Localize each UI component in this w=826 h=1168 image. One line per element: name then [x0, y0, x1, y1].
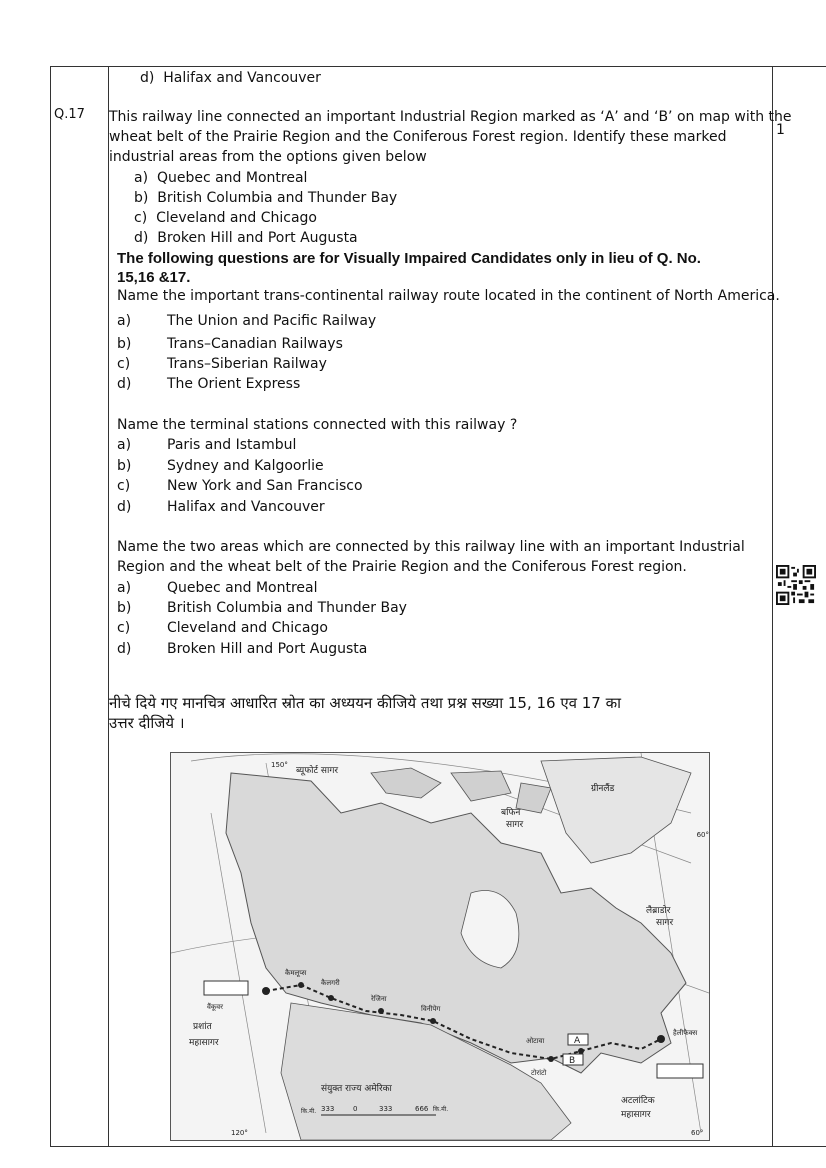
city-ottawa-dot	[578, 1048, 584, 1054]
canada-railway-map	[170, 752, 710, 1141]
prev-option-letter: d)	[140, 70, 155, 86]
prev-option	[140, 68, 321, 88]
hindi-instruction-line-1: नीचे दिये गए मानचित्र आधारित स्रोत का अध्ययन कीजिये तथा प्रश्न सख्या 15, 16 एव 17 का	[109, 694, 622, 712]
vi-q3-option-d	[117, 639, 131, 659]
option-letter: a)	[117, 580, 132, 596]
blank-box-left	[204, 981, 248, 995]
vi-q2-option-b-text: Sydney and Kalgoorlie	[167, 458, 324, 474]
option-letter: c)	[134, 210, 148, 226]
vi-q1-option-d	[117, 374, 131, 394]
option-letter: d)	[134, 230, 149, 246]
city-toronto-dot	[548, 1056, 554, 1062]
question-option-b	[134, 188, 397, 208]
vi-q3-option-b	[117, 598, 131, 618]
vi-q2-option-a	[117, 435, 131, 455]
question-line-1: This railway line connected an important Industrial Region marked as ‘A’ and ‘B’ on map with the	[109, 109, 792, 125]
option-text: Broken Hill and Port Augusta	[157, 230, 358, 246]
option-letter: d)	[117, 376, 132, 392]
frame-col2-line	[772, 66, 773, 1147]
vi-q1-option-a	[117, 311, 131, 331]
vi-q3-option-c-text: Cleveland and Chicago	[167, 620, 328, 636]
option-letter: d)	[117, 499, 132, 515]
city-regina-dot	[378, 1008, 384, 1014]
map-label-scale-unit-right: कि.मी.	[433, 1106, 449, 1113]
option-letter: d)	[117, 641, 132, 657]
map-label-labrador-1: लैब्राडोर	[646, 906, 671, 916]
vi-q3-option-c	[117, 618, 130, 638]
vi-q2-option-d	[117, 497, 131, 517]
arctic-islands	[371, 768, 551, 813]
map-label-toronto: टोरांटो	[531, 1069, 547, 1077]
vi-q2-option-c	[117, 476, 130, 496]
option-letter: b)	[117, 458, 132, 474]
map-label-atlantic-2: महासागर	[621, 1110, 651, 1120]
map-label-regina: रेजिना	[371, 995, 387, 1003]
city-halifax-dot	[657, 1035, 665, 1043]
frame-left-line	[50, 66, 51, 1147]
vi-q3-line-2: Region and the wheat belt of the Prairie Region and the Coniferous Forest region.	[117, 559, 687, 575]
map-label-scale-unit: कि.मी.	[301, 1108, 317, 1115]
map-label-baffin-sea-1: बफिन	[501, 808, 521, 818]
map-label-lon-150: 150°	[271, 761, 288, 769]
map-label-usa: संयुक्त राज्य अमेरिका	[321, 1084, 392, 1094]
map-label-ottawa: ओटावा	[526, 1037, 545, 1045]
vi-q3-line-1: Name the two areas which are connected by this railway line with an important Industrial	[117, 539, 745, 555]
question-option-c	[134, 208, 317, 228]
map-label-lon-60-bottom: 60°	[691, 1129, 704, 1137]
vi-q1-option-b-text: Trans–Canadian Railways	[167, 336, 343, 352]
map-label-marker-b: B	[569, 1056, 576, 1066]
question-option-a	[134, 168, 307, 188]
map-label-pacific-2: महासागर	[189, 1038, 219, 1048]
question-line-2: wheat belt of the Prairie Region and the Coniferous Forest region. Identify these marked	[109, 129, 727, 145]
frame-bottom-line	[50, 1146, 826, 1147]
prev-option-text: Halifax and Vancouver	[163, 70, 321, 86]
vi-q2-option-a-text: Paris and Istambul	[167, 437, 297, 453]
map-label-calgary: कैलगरी	[321, 979, 340, 987]
question-marks: 1	[776, 122, 785, 138]
vi-q3-option-d-text: Broken Hill and Port Augusta	[167, 641, 368, 657]
vi-q3-option-a	[117, 578, 131, 598]
option-letter: b)	[134, 190, 149, 206]
vi-q1-option-c	[117, 354, 130, 374]
map-label-lon-60-top: 60°	[696, 831, 709, 839]
map-label-pacific-1: प्रशांत	[193, 1022, 212, 1032]
vi-q1-option-d-text: The Orient Express	[167, 376, 301, 392]
option-letter: c)	[117, 620, 131, 636]
city-vancouver-dot	[262, 987, 270, 995]
city-winnipeg-dot	[430, 1018, 436, 1024]
map-label-vancouver: वैंकूवर	[207, 1003, 224, 1011]
option-text: British Columbia and Thunder Bay	[157, 190, 398, 206]
vi-q3-option-b-text: British Columbia and Thunder Bay	[167, 600, 407, 616]
option-letter: b)	[117, 600, 132, 616]
map-label-lon-120: 120°	[231, 1129, 248, 1137]
city-calgary-dot	[328, 995, 334, 1001]
vi-heading-line-2: 15,16 &17.	[117, 269, 191, 286]
map-label-greenland: ग्रीनलैंड	[591, 784, 615, 794]
map-label-winnipeg: विनीपेग	[421, 1005, 441, 1013]
map-label-baffin-sea-2: सागर	[506, 820, 524, 830]
map-label-halifax: हैलीफैक्स	[673, 1029, 698, 1037]
option-letter: c)	[117, 356, 131, 372]
vi-q1-text: Name the important trans-continental railway route located in the continent of North America.	[117, 288, 780, 304]
vi-q1-option-c-text: Trans–Siberian Railway	[167, 356, 327, 372]
map-svg	[171, 753, 709, 1140]
map-label-scale-0: 333	[321, 1105, 335, 1113]
map-label-scale-3: 666	[415, 1105, 429, 1113]
city-kamloops-dot	[298, 982, 304, 988]
option-text: Quebec and Montreal	[156, 170, 308, 186]
map-label-labrador-2: सागर	[656, 918, 674, 928]
option-letter: a)	[117, 437, 132, 453]
greenland-landmass	[541, 757, 691, 863]
vi-q1-option-a-text: The Union and Pacific Railway	[167, 313, 377, 329]
qr-code-icon	[776, 565, 816, 605]
blank-box-right	[657, 1064, 703, 1078]
map-label-kamloops: कैमलूप्स	[285, 969, 307, 977]
question-option-d	[134, 228, 358, 248]
map-label-scale-1: 0	[353, 1105, 358, 1113]
option-letter: b)	[117, 336, 132, 352]
frame-col1-line	[108, 66, 109, 1147]
question-line-3: industrial areas from the options given below	[109, 149, 427, 165]
vi-q2-option-b	[117, 456, 131, 476]
option-letter: a)	[134, 170, 149, 186]
vi-q2-text: Name the terminal stations connected with this railway ?	[117, 417, 518, 433]
map-label-beaufort-sea: ब्यूफोर्ट सागर	[296, 766, 339, 776]
vi-heading-line-1: The following questions are for Visually Impaired Candidates only in lieu of Q. No.	[117, 250, 701, 267]
hindi-instruction-line-2: उत्तर दीजिये ।	[109, 714, 185, 732]
option-letter: c)	[117, 478, 131, 494]
question-number: Q.17	[54, 107, 85, 122]
map-label-atlantic-1: अटलांटिक	[621, 1096, 655, 1106]
option-letter: a)	[117, 313, 132, 329]
vi-q2-option-d-text: Halifax and Vancouver	[167, 499, 325, 515]
option-text: Cleveland and Chicago	[156, 210, 317, 226]
map-label-marker-a: A	[574, 1036, 581, 1046]
vi-q3-option-a-text: Quebec and Montreal	[167, 580, 318, 596]
vi-q2-option-c-text: New York and San Francisco	[167, 478, 363, 494]
vi-q1-option-b	[117, 334, 131, 354]
frame-top-line	[50, 66, 826, 67]
map-label-scale-2: 333	[379, 1105, 393, 1113]
